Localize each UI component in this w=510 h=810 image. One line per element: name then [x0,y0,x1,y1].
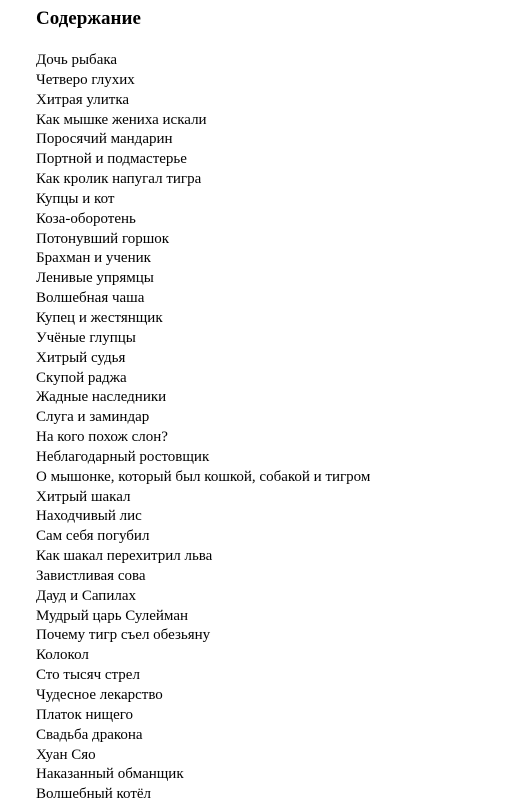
toc-entry[interactable]: Как шакал перехитрил льва [36,548,213,565]
toc-entry[interactable]: О мышонке, который был кошкой, собакой и тигром [36,468,371,485]
toc-entry[interactable]: Почему тигр съел обезьяну [36,627,211,644]
toc-entry[interactable]: Платок нищего [36,706,134,723]
toc-entry[interactable]: Хитрая улитка [36,91,130,108]
toc-entry[interactable]: Свадьба дракона [36,726,143,743]
toc-entry[interactable]: Дауд и Сапилах [36,587,137,604]
toc-entry[interactable]: Купцы и кот [36,190,115,207]
toc-entry[interactable]: Портной и подмастерье [36,151,187,168]
table-of-contents [36,51,370,805]
toc-entry[interactable]: Сто тысяч стрел [36,667,140,684]
toc-entry[interactable]: Коза-оборотень [36,210,136,227]
toc-entry[interactable]: Волшебная чаша [36,290,145,307]
toc-entry[interactable]: Наказанный обманщик [36,766,184,783]
toc-entry[interactable]: Чудесное лекарство [36,687,163,703]
toc-entry[interactable]: Как кролик напугал тигра [36,171,202,188]
toc-entry[interactable]: На кого похож слон? [36,429,168,446]
toc-entry[interactable]: Поросячий мандарин [36,131,173,148]
toc-entry[interactable]: Брахман и ученик [36,250,151,267]
toc-entry[interactable]: Жадные наследники [36,389,167,406]
toc-entry[interactable]: Скупой раджа [36,369,127,386]
toc-entry[interactable]: Потонувший горшок [36,230,170,247]
toc-entry[interactable]: Четверо глухих [36,71,135,88]
toc-entry[interactable]: Хуан Сяо [36,746,96,763]
toc-entry[interactable]: Находчивый лис [36,508,142,525]
toc-entry[interactable]: Сам себя погубил [36,528,150,545]
toc-entry[interactable]: Неблагодарный ростовщик [36,448,210,465]
toc-entry[interactable]: Слуга и заминдар [36,409,150,426]
toc-entry[interactable]: Завистливая сова [36,567,146,584]
toc-entry[interactable]: Волшебный котёл [36,786,152,803]
toc-entry[interactable]: Как мышке жениха искали [36,111,207,128]
toc-entry[interactable]: Хитрый шакал [36,488,131,505]
toc-entry[interactable]: Колокол [36,647,89,664]
toc-entry[interactable]: Хитрый судья [36,349,126,366]
toc-entry[interactable]: Ленивые упрямцы [36,270,154,287]
toc-entry[interactable]: Учёные глупцы [36,329,136,346]
toc-entry[interactable]: Дочь рыбака [36,52,118,68]
toc-entry[interactable]: Купец и жестянщик [36,309,163,326]
toc-entry[interactable]: Мудрый царь Сулейман [36,607,188,624]
page-title: Содержание [36,8,141,29]
